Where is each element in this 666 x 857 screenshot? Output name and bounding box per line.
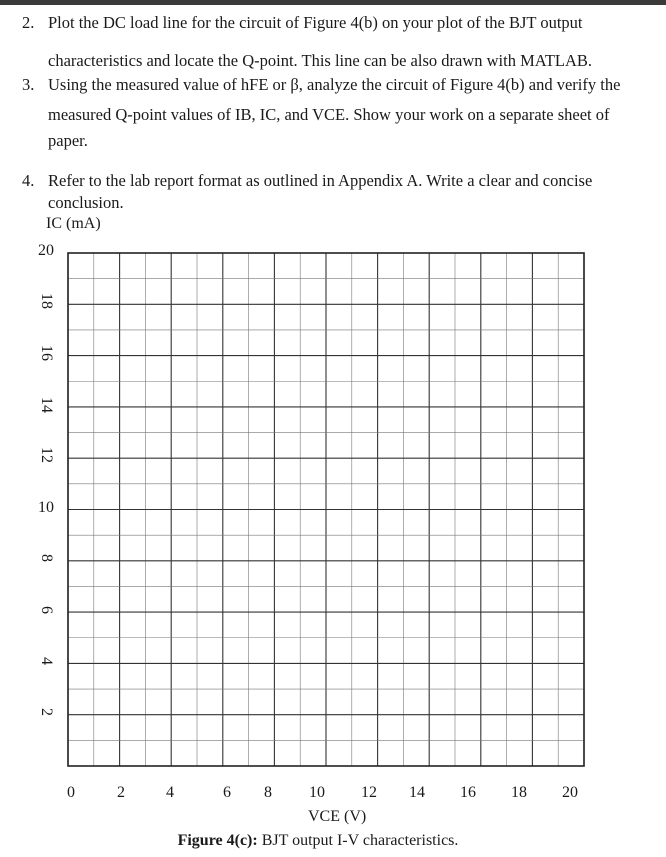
x-tick-label: 8 <box>264 784 272 801</box>
item-number: 4. <box>22 171 35 190</box>
x-tick-label: 2 <box>117 784 125 801</box>
y-tick-label: 20 <box>38 242 54 259</box>
y-tick-label: 16 <box>38 345 55 361</box>
item-line: characteristics and locate the Q-point. This line can be also drawn with MATLAB. <box>48 51 593 70</box>
x-tick-label: 14 <box>409 784 425 801</box>
item-line: Plot the DC load line for the circuit of Figure 4(b) on your plot of the BJT output <box>48 13 583 32</box>
x-tick-label: 4 <box>166 784 174 801</box>
y-tick-label: 2 <box>38 708 55 716</box>
y-tick-label: 12 <box>38 447 55 463</box>
y-tick-label: 6 <box>38 606 55 614</box>
y-tick-label: 18 <box>38 293 55 309</box>
item-line: measured Q-point values of IB, IC, and VCE. Show your work on a separate sheet of <box>48 105 610 124</box>
x-tick-label: 6 <box>223 784 231 801</box>
caption-label: Figure 4(c): <box>177 832 258 849</box>
y-tick-label: 8 <box>38 554 55 562</box>
y-tick-label: 4 <box>38 657 55 665</box>
x-tick-label: 20 <box>562 784 578 801</box>
y-tick-label: 10 <box>38 499 54 516</box>
x-tick-label: 10 <box>309 784 325 801</box>
y-axis-label: IC (mA) <box>46 215 101 232</box>
x-tick-label: 18 <box>511 784 527 801</box>
item-line: Refer to the lab report format as outlined in Appendix A. Write a clear and concise <box>48 171 593 190</box>
item-line: paper. <box>48 131 88 150</box>
x-axis-label: VCE (V) <box>308 808 367 825</box>
x-tick-label: 12 <box>361 784 377 801</box>
caption-text: BJT output I-V characteristics. <box>257 832 459 849</box>
item-number: 3. <box>22 75 35 94</box>
item-line: conclusion. <box>48 193 124 212</box>
x-tick-label: 0 <box>67 784 75 801</box>
x-tick-label: 16 <box>460 784 476 801</box>
figure-caption <box>0 832 636 850</box>
item-line: Using the measured value of hFE or β, analyze the circuit of Figure 4(b) and verify the <box>48 75 621 94</box>
item-number: 2. <box>22 13 35 32</box>
y-tick-label: 14 <box>38 397 55 413</box>
